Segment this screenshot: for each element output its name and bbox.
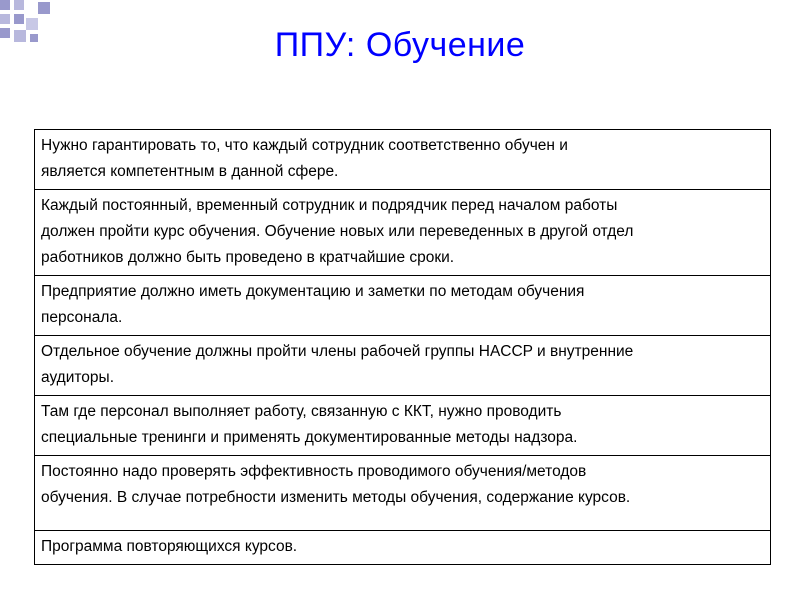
table-row (35, 190, 771, 276)
table-row (35, 336, 771, 396)
table-row (35, 396, 771, 456)
table-row (35, 276, 771, 336)
table-row (35, 531, 771, 565)
table-cell: Там где персонал выполняет работу, связанную с ККТ, нужно проводить специальные тренинги и применять документированные методы надзора. (35, 396, 771, 456)
table-row (35, 456, 771, 531)
table-cell: Постоянно надо проверять эффективность проводимого обучения/методов обучения. В случае потребности изменить методы обучения, содержание курсов. (35, 456, 771, 531)
training-requirements-table (34, 129, 771, 565)
table-cell: Нужно гарантировать то, что каждый сотрудник соответственно обучен и является компетентным в данной сфере. (35, 130, 771, 190)
table-cell: Отдельное обучение должны пройти члены рабочей группы HACCP и внутренние аудиторы. (35, 336, 771, 396)
table-cell: Предприятие должно иметь документацию и заметки по методам обучения персонала. (35, 276, 771, 336)
page-title: ППУ: Обучение (274, 26, 526, 64)
table-row (35, 130, 771, 190)
table-cell: Каждый постоянный, временный сотрудник и подрядчик перед началом работы должен пройти курс обучения. Обучение новых или переведенных в другой отдел работников должно быть проведено в кратчайшие сроки. (35, 190, 771, 276)
table-cell: Программа повторяющихся курсов. (35, 531, 771, 565)
